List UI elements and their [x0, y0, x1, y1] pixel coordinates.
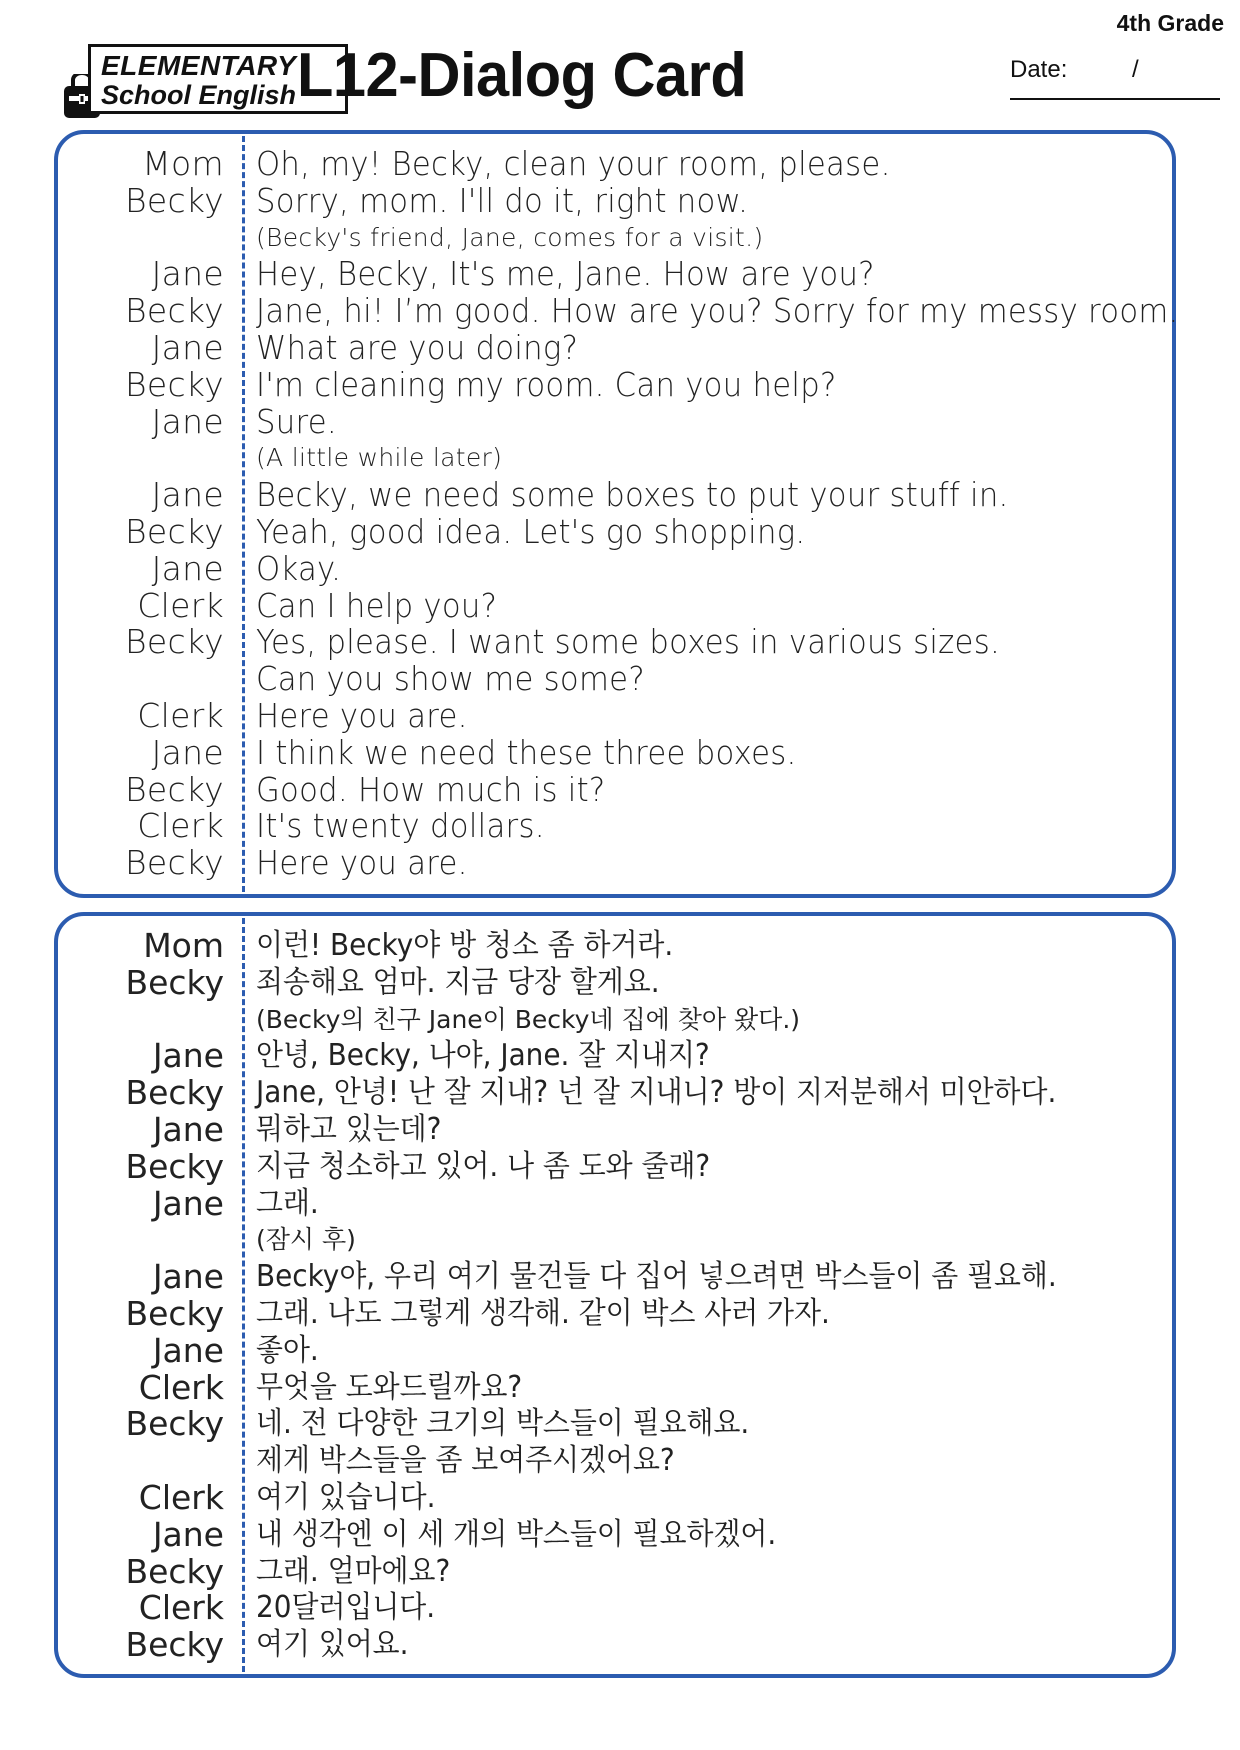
speaker-name: Becky: [124, 511, 224, 551]
speaker-name: Jane: [152, 1330, 224, 1370]
dialog-line: [58, 1002, 1172, 1039]
dialog-text: (Becky의 친구 Jane이 Becky네 집에 찾아 왔다.): [256, 1004, 801, 1034]
speaker-name: Becky: [125, 1073, 224, 1113]
dialog-text: (A little while later): [256, 443, 503, 473]
speaker-name: Jane: [151, 548, 224, 588]
dialog-line: [58, 364, 1172, 404]
dialog-text: Can I help you?: [256, 585, 498, 625]
speaker-name: Clerk: [137, 585, 224, 625]
dialog-text: 여기 있습니다.: [256, 1479, 436, 1515]
dialog-text: Here you are.: [256, 843, 468, 883]
dialog-text: Oh, my! Becky, clean your room, please.: [256, 144, 891, 183]
dialog-line: [58, 732, 1172, 772]
speaker-name: Clerk: [137, 806, 224, 846]
dialog-text: 뭐하고 있는데?: [256, 1111, 442, 1147]
speaker-name: Becky: [124, 843, 224, 883]
dialog-text: 지금 청소하고 있어. 나 좀 도와 줄래?: [256, 1148, 711, 1184]
dialog-line: [58, 256, 1172, 293]
speaker-name: Becky: [124, 291, 224, 331]
dialog-text: 좋아.: [256, 1332, 319, 1368]
dialog-line: [58, 928, 1172, 965]
dialog-line: [58, 401, 1172, 441]
speaker-name: Becky: [124, 364, 224, 404]
dialog-line: [58, 624, 1172, 661]
dialog-line: [58, 1551, 1172, 1591]
logo-line-school-english: School English: [101, 80, 297, 110]
grade-label: 4th Grade: [1116, 10, 1224, 36]
speaker-name: Becky: [124, 180, 224, 220]
speaker-name: Becky: [125, 1404, 224, 1444]
speaker-name: Clerk: [138, 1477, 224, 1517]
dialog-text: 죄송해요 엄마. 지금 당장 할게요.: [256, 964, 660, 1000]
speaker-name: Jane: [152, 1257, 224, 1297]
dialog-text: 안녕, Becky, 나야, Jane. 잘 지내지?: [256, 1038, 710, 1074]
page-title: L12-Dialog Card: [297, 41, 747, 110]
dialog-line: [58, 327, 1172, 367]
speaker-name: Becky: [125, 962, 224, 1002]
dialog-line: [58, 1627, 1172, 1664]
dialog-line: [58, 1146, 1172, 1186]
speaker-name: Becky: [124, 769, 224, 809]
dialog-text: Sure.: [256, 401, 337, 441]
dialog-line: [58, 845, 1172, 882]
dialog-line: [58, 808, 1172, 845]
speaker-name: Mom: [143, 926, 224, 965]
dialog-text: What are you doing?: [256, 327, 579, 367]
dialog-text: 제게 박스들을 좀 보여주시겠어요?: [256, 1443, 675, 1479]
speaker-name: Jane: [151, 327, 224, 367]
dialog-text: 네. 전 다양한 크기의 박스들이 필요해요.: [256, 1406, 750, 1442]
dialog-text: 그래. 나도 그렇게 생각해. 같이 박스 사러 가자.: [256, 1295, 830, 1331]
speaker-name: Becky: [125, 1551, 224, 1591]
korean-dialog-card: [54, 912, 1176, 1678]
speaker-name: Jane: [151, 475, 224, 515]
speaker-name: Jane: [151, 254, 224, 294]
dialog-line: [58, 1367, 1172, 1407]
dialog-line: [58, 695, 1172, 735]
speaker-name: Becky: [125, 1293, 224, 1333]
dialog-text: Jane, 안녕! 난 잘 지내? 넌 잘 지내니? 방이 지저분해서 미안하다.: [256, 1075, 1057, 1111]
dialog-line: [58, 1443, 1172, 1480]
dialog-line: [58, 548, 1172, 588]
dialog-line: [58, 146, 1172, 183]
dialog-text: 여기 있어요.: [256, 1627, 409, 1663]
dialog-line: [58, 1038, 1172, 1075]
logo-line-elementary: ELEMENTARY: [101, 50, 297, 81]
dialog-line: [58, 477, 1172, 514]
dialog-text: 그래.: [256, 1185, 319, 1221]
english-dialog-lines: [58, 144, 1179, 883]
speaker-name: Jane: [152, 1109, 224, 1149]
dialog-line: [58, 1222, 1172, 1259]
dialog-line: [58, 1259, 1172, 1296]
speaker-name: Jane: [152, 1183, 224, 1223]
dialog-line: [58, 1183, 1172, 1223]
speaker-name: Jane: [152, 1036, 224, 1076]
dialog-line: [58, 661, 1172, 698]
speaker-name: Mom: [142, 144, 224, 183]
speaker-name: Jane: [152, 1514, 224, 1554]
dialog-text: 이런! Becky야 방 청소 좀 하거라.: [256, 928, 674, 963]
speaker-name: Becky: [124, 622, 224, 662]
dialog-text: 무엇을 도와드릴까요?: [256, 1369, 523, 1405]
dialog-line: [58, 511, 1172, 551]
dialog-line: [58, 1330, 1172, 1370]
dialog-text: Here you are.: [256, 695, 468, 735]
speaker-name: Clerk: [138, 1367, 224, 1407]
speaker-name: Becky: [125, 1625, 224, 1665]
dialog-text: I think we need these three boxes.: [256, 732, 797, 772]
dialog-text: 내 생각엔 이 세 개의 박스들이 필요하겠어.: [256, 1516, 777, 1552]
speaker-name: Jane: [151, 732, 224, 772]
dialog-text: Yes, please. I want some boxes in various sizes.: [256, 622, 1001, 662]
dialog-line: [58, 1109, 1172, 1149]
date-separator: /: [1132, 56, 1139, 83]
dialog-text: Sorry, mom. I'll do it, right now.: [256, 180, 749, 220]
dialog-line: [58, 1590, 1172, 1627]
dialog-text: I'm cleaning my room. Can you help?: [256, 364, 837, 404]
date-field[interactable]: [1010, 56, 1220, 100]
dialog-text: (Becky's friend, Jane, comes for a visit.): [256, 222, 764, 252]
dialog-line: [58, 1514, 1172, 1554]
dialog-line: [58, 962, 1172, 1002]
dialog-line: [58, 180, 1172, 220]
date-label: Date:: [1010, 56, 1068, 83]
dialog-line: [58, 291, 1179, 331]
speaker-name: Becky: [125, 1146, 224, 1186]
dialog-line: [58, 1477, 1172, 1517]
dialog-text: Okay.: [256, 548, 342, 588]
dialog-line: [58, 1293, 1172, 1333]
dialog-text: It's twenty dollars.: [256, 806, 545, 846]
speaker-name: Clerk: [138, 1588, 224, 1628]
speaker-name: Jane: [151, 401, 224, 441]
dialog-text: Can you show me some?: [256, 659, 645, 699]
dialog-line: [58, 769, 1172, 809]
dialog-line: [58, 220, 1172, 257]
dialog-text: (잠시 후): [256, 1225, 356, 1255]
dialog-line: [58, 440, 1172, 477]
dialog-line: [58, 1075, 1172, 1112]
english-dialog-card: [54, 130, 1179, 898]
dialog-line: [58, 585, 1172, 625]
korean-dialog-lines: [58, 928, 1172, 1664]
dialog-text: 20달러입니다.: [256, 1590, 436, 1626]
dialog-text: 그래. 얼마에요?: [256, 1553, 451, 1589]
speaker-name: Clerk: [137, 695, 224, 735]
dialog-text: Yeah, good idea. Let's go shopping.: [256, 511, 806, 551]
dialog-text: Becky, we need some boxes to put your stuff in.: [256, 475, 1009, 515]
dialog-text: Hey, Becky, It's me, Jane. How are you?: [256, 254, 875, 294]
dialog-line: [58, 1406, 1172, 1443]
dialog-text: Jane, hi! I’m good. How are you? Sorry for my messy room.: [256, 291, 1179, 331]
dialog-text: Good. How much is it?: [256, 769, 606, 809]
dialog-text: Becky야, 우리 여기 물건들 다 집어 넣으려면 박스들이 좀 필요해.: [256, 1259, 1057, 1295]
